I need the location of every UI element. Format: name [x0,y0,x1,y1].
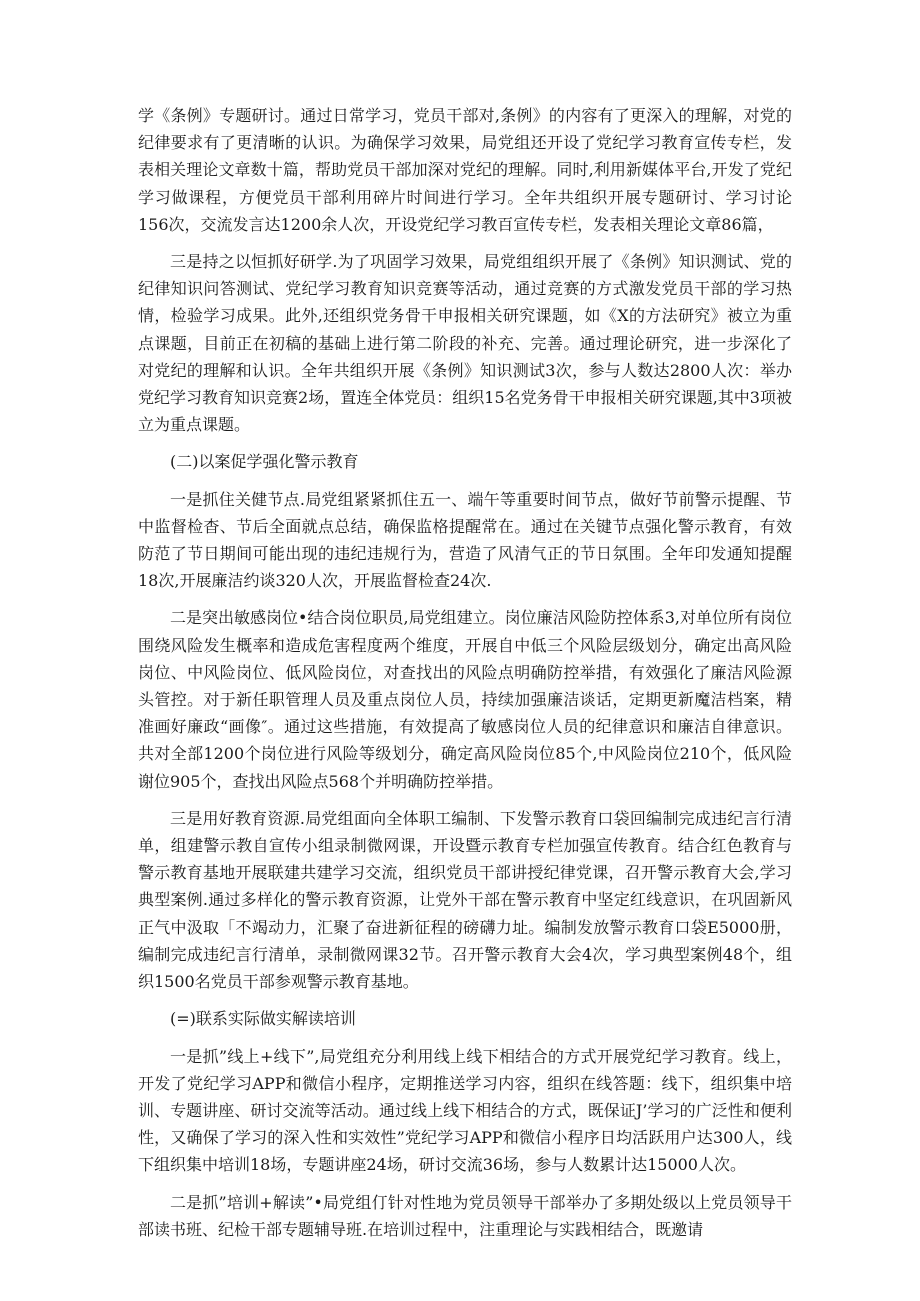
paragraph-training-interpretation: 二是抓”培训+解读”•局党组仃针对性地为党员领导干部举办了多期处级以上党员领导干部读书班、纪检干部专题辅导班.在培训过程中，注重理论与实践相结合，既邀请 [138,1192,792,1239]
paragraph-education-resources: 三是用好教育资源.局党组面向全体职工编制、下发警示教育口袋回编制完成违纪言行清单，组建警示教自宣传小组录制微网课，开设暨示教育专栏加强宣传教育。结合红色教育与警示教育基地开展联建共建学习交流，组织党员干部讲授纪律党课，召开警示教育大会,学习典型案例.通过多样化的警示教育资源，让党外干部在警示教育中坚定红线意识，在巩固新风正气中汲取「不竭动力，汇聚了奋进新征程的磅礴力址。编制发放警示教育口袋E5000册，编制完成违纪言行清单，录制微网课32节。召开警示教育大会4次，学习典型案例48个，组织1500名党员干部参观警示教育基地。 [138,808,792,992]
paragraph-online-offline: 一是抓”线上+线下”,局党组充分利用线上线下相结合的方式开展党纪学习教育。线上，开发了党纪学习APP和微信小程序，定期推送学习内容，组织在线答题：线下，组织集中培训、专题讲座、研讨交流等活动。通过线上线下相结合的方式，既保证J’学习的广泛性和便利性，又确保了学习的深入性和实效性”党纪学习APP和微信小程序日均活跃用户达300人，线下组织集中培训18场，专题讲座24场，研讨交流36场，参与人数累计达15000人次。 [138,1046,792,1175]
document-page [138,102,792,1253]
paragraph-sensitive-posts: 二是突出敏感岗位•结合岗位职员,局党组建立。岗位廉洁风险防控体系3,对单位所有岗位围绕风险发生概率和造成危害程度两个维度，开展自中低三个风险层级划分，确定出高风险岗位、中风险岗位、低风险岗位，对查找出的风险点明确防控举措，有效强化了廉洁风险源头管控。对于新任职管理人员及重点岗位人员，持续加强廉洁谈话，定期更新魔洁档案，精准画好廉政“画像″。通过这些措施，有效提高了敏感岗位人员的纪律意识和廉洁自律意识。共对全部1200个岗位进行风险等级划分，确定高风险岗位85个,中风险岗位210个，低风险谢位905个，查找出风险点568个并明确防控举措。 [138,608,792,791]
paragraph-key-nodes: 一是抓住关健节点.局党组紧紧抓住五一、端午等重要时间节点，做好节前警示提醒、节中监督检杳、节后全面就点总结，确保监格提醒常在。通过在关键节点强化警示教育，有效防范了节日期间可能出现的违纪违规行为，营造了风清气正的节日氛围。全年印发通知提醒18次,开展廉洁约谈320人次，开展监督检查24次. [138,489,792,591]
paragraph-study-discussion: 学《条例》专题研讨。通过日常学习，党员干部对,条例》的内容有了更深入的理解，对党的纪律要求有了更清晰的认识。为确保学习效果，局党组还开设了党纪学习教育宣传专栏，发表相关理论文章数十篇，帮助党员干部加深对党纪的理解。同时,利用新媒体平台,开发了党纪学习做课程，方便党员干部利用碎片时间进行学习。全年共组织开展专题研讨、学习讨论156次，交流发言达1200余人次，开设党纪学习教百宣传专栏，发表相关理论文章86篇， [138,106,792,234]
paragraph-research-study: 三是持之以恒抓好研学.为了巩固学习效果，局党组组织开展了《条例》知识测试、党的纪律知识问答测试、党纪学习教育知识竞赛等活动，通过竞赛的方式激发党员干部的学习热情，检验学习成果。此外,还组织党务骨干申报相关研究课题，如《X的方法研究》被立为重点课题，目前正在初稿的基础上进行第二阶段的补充、完善。通过理论研究，进一步深化了对党纪的理解和认识。全年共组织开展《条例》知识测试3次，参与人数达2800人次：举办党纪学习教育知识竞赛2场，置连全体党员：组织15名党务骨干申报相关研究课题,其中3项被立为重点课题。 [138,252,792,435]
section-heading-warning-education: (二)以案促学强化警示教育 [170,452,359,472]
section-heading-interpretation-training: (=)联系实际做实解读培训 [170,1009,356,1029]
